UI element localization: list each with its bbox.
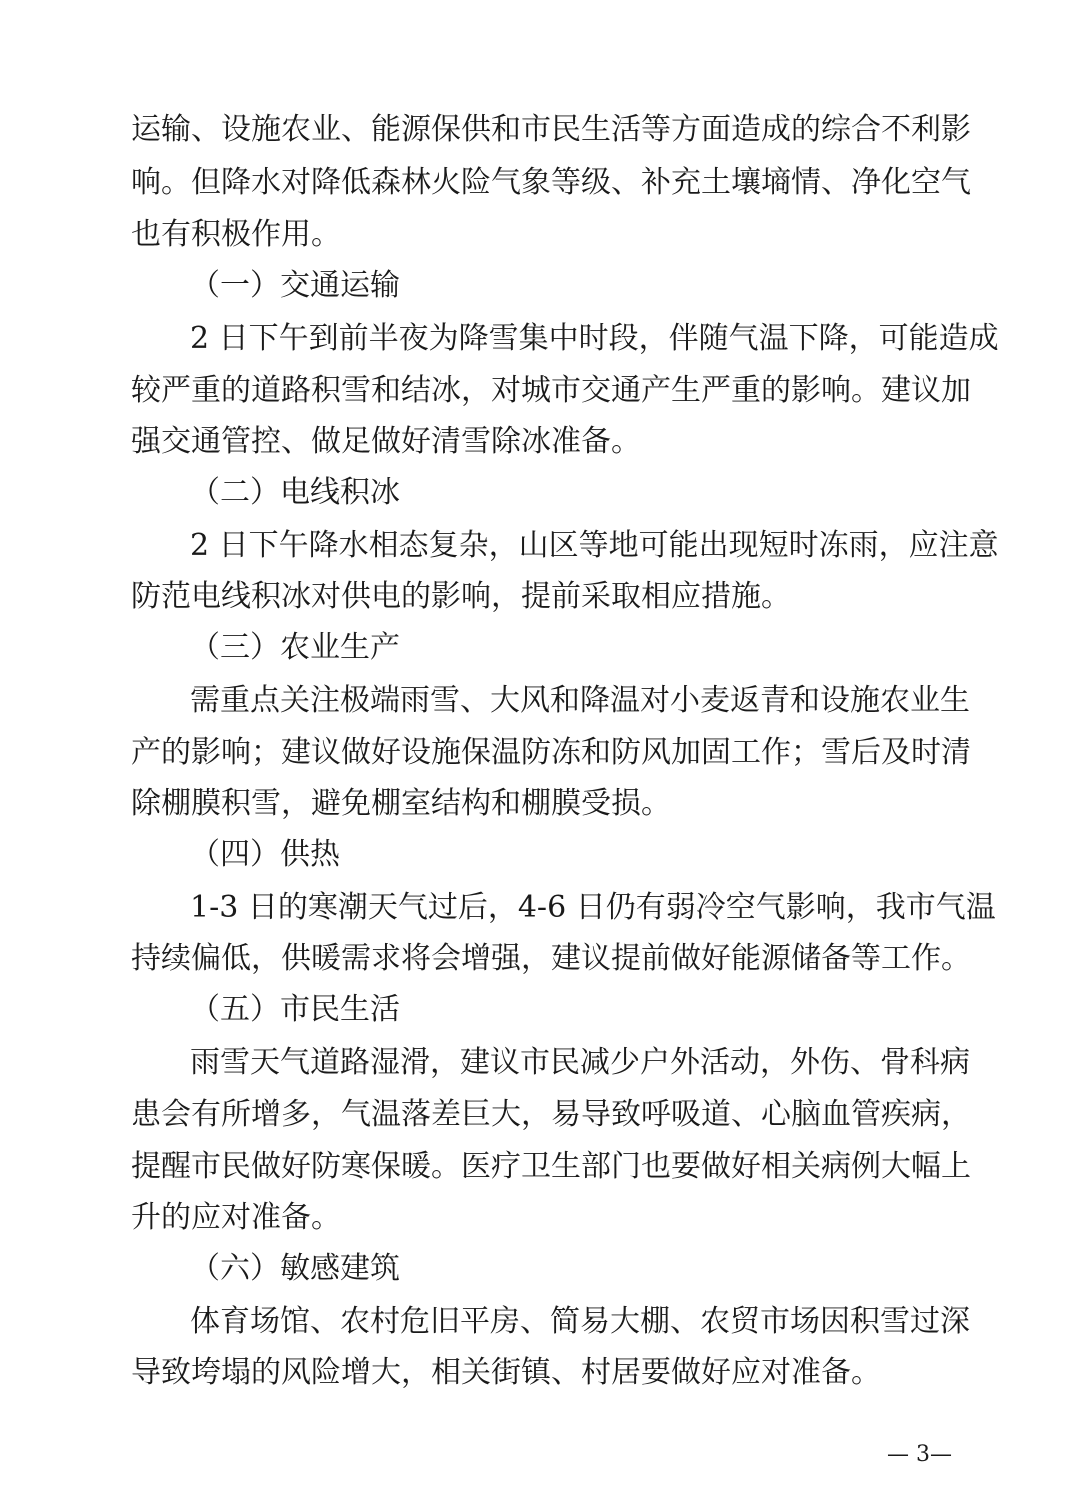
body-text-line: 提醒市民做好防寒保暖。医疗卫生部门也要做好相关病例大幅上 — [131, 1149, 971, 1184]
body-text-line: 除棚膜积雪，避免棚室结构和棚膜受损。 — [131, 786, 671, 821]
body-text-line: 雨雪天气道路湿滑，建议市民减少户外活动，外伤、骨科病 — [190, 1045, 970, 1080]
section-heading-transport: （一）交通运输 — [190, 268, 400, 303]
body-text-line: 响。但降水对降低森林火险气象等级、补充土壤墒情、净化空气 — [131, 165, 971, 200]
body-text-line: 1-3 日的寒潮天气过后，4-6 日仍有弱冷空气影响，我市气温 — [190, 890, 996, 925]
body-text-line: 体育场馆、农村危旧平房、简易大棚、农贸市场因积雪过深 — [190, 1304, 970, 1339]
body-text-line: 升的应对准备。 — [131, 1200, 341, 1235]
body-text-line: 2 日下午到前半夜为降雪集中时段，伴随气温下降，可能造成 — [190, 321, 999, 356]
body-text-line: 强交通管控、做足做好清雪除冰准备。 — [131, 424, 641, 459]
body-text-line: 较严重的道路积雪和结冰，对城市交通产生严重的影响。建议加 — [131, 373, 971, 408]
section-heading-heating: （四）供热 — [190, 837, 340, 872]
body-text-line: 需重点关注极端雨雪、大风和降温对小麦返青和设施农业生 — [190, 683, 970, 718]
section-heading-citizen-life: （五）市民生活 — [190, 992, 400, 1027]
body-text-line: 持续偏低，供暖需求将会增强，建议提前做好能源储备等工作。 — [131, 941, 971, 976]
body-text-line: 产的影响；建议做好设施保温防冻和防风加固工作；雪后及时清 — [131, 735, 971, 770]
section-heading-sensitive-buildings: （六）敏感建筑 — [190, 1251, 400, 1286]
body-text-line: 患会有所增多，气温落差巨大，易导致呼吸道、心脑血管疾病， — [131, 1097, 971, 1132]
body-text-line: 2 日下午降水相态复杂，山区等地可能出现短时冻雨，应注意 — [190, 528, 999, 563]
body-text-line: 运输、设施农业、能源保供和市民生活等方面造成的综合不利影 — [131, 112, 971, 147]
page-number: — 3— — [887, 1442, 952, 1467]
section-heading-power-line-icing: （二）电线积冰 — [190, 475, 400, 510]
body-text-line: 导致垮塌的风险增大，相关街镇、村居要做好应对准备。 — [131, 1355, 881, 1390]
body-text-line: 也有积极作用。 — [131, 217, 341, 252]
body-text-line: 防范电线积冰对供电的影响，提前采取相应措施。 — [131, 579, 791, 614]
section-heading-agriculture: （三）农业生产 — [190, 630, 400, 665]
